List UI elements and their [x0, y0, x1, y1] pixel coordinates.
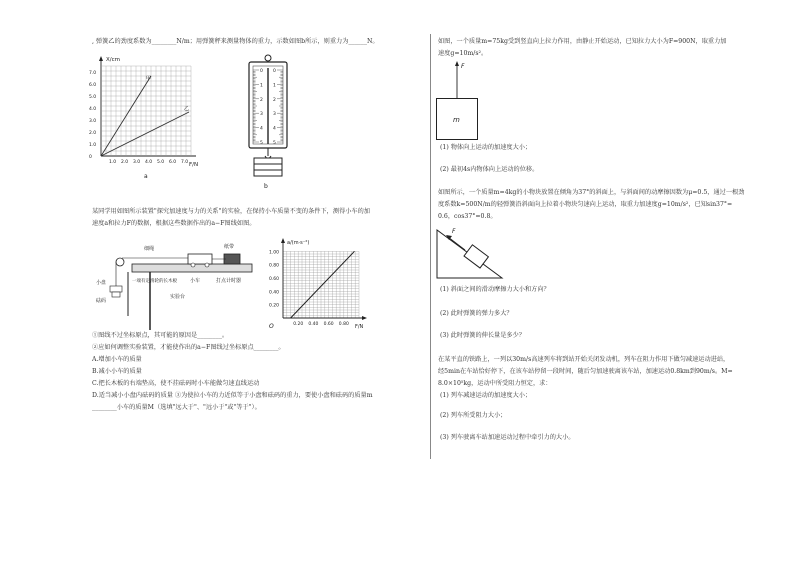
p1-line2: 速度g=10m/s²。 [438, 50, 488, 57]
p1-q2: (2) 最初4s内物体向上运动的位移。 [440, 166, 539, 173]
p3-line3: 8.0×10⁵kg，运动中所受阻力恒定，求： [438, 380, 552, 387]
p2-q2: (2) 此时弹簧的弹力多大？ [440, 310, 513, 317]
experiment-intro-2: 速度a和拉力F的数据，根据这些数据作出的a−F图线如图。 [92, 220, 256, 227]
p2-line3: 0.6，cos37°=0.8。 [438, 213, 497, 220]
af-ytick: 1.00 [269, 250, 280, 256]
fig-b-tick: 1 [260, 83, 263, 89]
incline-diagram [436, 224, 506, 280]
af-origin: O [269, 323, 274, 330]
experiment-intro-1: 某同学用如图所示装置"探究加速度与力的关系"的实验，在保持小车质量不变的条件下，测得小车的加 [92, 208, 370, 215]
fig-a-ytick: 4.0 [89, 107, 97, 112]
fig-a-ytick: 0 [89, 155, 92, 160]
af-xtick: 0.60 [323, 322, 334, 327]
label-timer: 打点计时器 [216, 278, 242, 284]
p1-force-label: F [461, 63, 465, 70]
af-xtick: 0.80 [338, 322, 349, 327]
line-yi-label: 乙 [184, 106, 190, 112]
fig-a-ytick: 1.0 [89, 143, 97, 148]
af-xtick: 0.40 [308, 322, 319, 327]
option-c: C.把长木板的右端垫高，使不挂砝码时小车能做匀速直线运动 [92, 380, 260, 387]
fig-a-xtick: 1.0 [109, 160, 117, 165]
af-ytick: 0.60 [269, 277, 280, 282]
figure-a-spring-graph [86, 52, 206, 180]
af-ytick: 0.40 [269, 290, 280, 296]
fig-b-tick: 3 [273, 112, 276, 118]
option-d-cont: ________小车的质量M（选填"远大于"、"远小于"或"等于"）。 [92, 404, 261, 411]
p3-q1: (1) 列车减速运动的加速度大小； [440, 392, 532, 399]
p2-line1: 如图所示，一个质量m=4kg的小物块放置在倾角为37°的斜面上，与斜面间的动摩擦因数为μ=0.5，通过一根劲 [438, 189, 745, 196]
fig-b-tick: 2 [273, 97, 276, 103]
fig-a-xlabel: F/N [189, 162, 199, 168]
fig-b-tick: 0 [260, 69, 263, 74]
fig-a-xtick: 6.0 [169, 160, 177, 165]
label-rope: 细绳 [144, 246, 155, 252]
af-xtick: 0.20 [293, 322, 304, 327]
apparatus-diagram [92, 238, 262, 330]
spring-question: , 弹簧乙的劲度系数为________N/m；用弹簧秤来测量物体的重力，示数如图b所示，则重力为______N。 [92, 38, 379, 45]
label-cart: 小车 [190, 278, 201, 284]
line-yi [101, 112, 189, 156]
fig-a-ytick: 6.0 [89, 83, 97, 88]
fig-b-tick: 4 [273, 126, 276, 132]
p3-line1: 在某平直的铁路上，一列以30m/s高速列车将到站开始关闭发动机，列车在阻力作用下做匀减速运动进站， [438, 356, 730, 363]
column-divider [430, 34, 431, 459]
p2-line2: 度系数k=500N/m的轻弹簧沿斜面向上拉着小物块匀速向上运动，取重力加速度g=10m/s²，已知sin37°= [438, 201, 733, 208]
label-board: 一端有定滑轮的长木板 [132, 279, 177, 284]
label-bench: 实验台 [170, 294, 186, 300]
fig-a-xtick: 3.0 [133, 160, 141, 165]
fig-a-caption: a [144, 173, 148, 180]
fig-b-tick: 5 [273, 141, 276, 146]
fig-a-xtick: 7.0 [181, 160, 189, 165]
option-d: D.适当减小小盘内砝码的质量 ③为使拉小车的力近似等于小盘和砝码的重力，要使小盘和砝码的质量m [92, 392, 373, 399]
af-series-line [291, 251, 355, 318]
fig-b-tick: 3 [260, 112, 263, 118]
fig-a-ylabel: X/cm [106, 57, 121, 63]
p1-mass-label: m [453, 116, 460, 124]
option-a: A.增加小车的质量 [92, 356, 142, 363]
p1-q1: (1) 物体向上运动的加速度大小； [440, 144, 532, 151]
fig-a-ytick: 2.0 [89, 131, 97, 136]
af-ylabel: a/(m·s⁻²) [287, 240, 310, 246]
af-ytick: 0.80 [269, 263, 280, 269]
q2-text: ②应如何调整实验装置，才能使作出的a−F图线过坐标原点________。 [92, 344, 285, 351]
label-weights: 砝码 [96, 298, 107, 304]
fig-a-ytick: 7.0 [89, 71, 97, 76]
fig-a-ytick: 5.0 [89, 95, 97, 100]
fig-a-xtick: 2.0 [121, 160, 129, 165]
option-b: B.减小小车的质量 [92, 368, 142, 375]
fig-a-ytick: 3.0 [89, 119, 97, 124]
fig-a-xtick: 5.0 [157, 160, 165, 165]
fig-a-xtick: 4.0 [145, 160, 153, 165]
p3-q3: (3) 列车驶离车站加速运动过程中牵引力的大小。 [440, 434, 575, 441]
af-xlabel: F/N [355, 324, 364, 330]
label-tray: 小盘 [96, 280, 107, 286]
figure-b-spring-scale [240, 52, 300, 192]
fig-b-tick: 1 [273, 83, 276, 89]
p2-force-label: F [452, 228, 456, 235]
af-y-arrow [281, 238, 285, 243]
line-jia-label: 甲 [146, 76, 152, 82]
p2-q1: (1) 斜面之间的滑动摩擦力大小和方向？ [440, 286, 550, 293]
p1-line1: 如图，一个质量m=75kg受到竖直向上拉力作用，由静止开始运动，已知拉力大小为F=900N，取重力加 [438, 38, 727, 45]
af-ytick: 0.20 [269, 303, 280, 309]
af-x-arrow [362, 316, 367, 320]
fig-b-tick: 5 [260, 141, 263, 146]
p3-line2: 经5min在车站恰好停下，在该车站停留一段时间，随后匀加速驶离该车站，加速运动0.8km到90m/s。M= [438, 368, 733, 375]
label-tape: 纸带 [224, 244, 235, 250]
fig-b-caption: b [264, 183, 268, 190]
fig-b-tick: 4 [260, 126, 263, 132]
fig-b-tick: 2 [260, 97, 263, 103]
fig-b-tick: 0 [273, 69, 276, 74]
p2-q3: (3) 此时弹簧的伸长量是多少？ [440, 332, 525, 339]
mass-label-svg [436, 98, 478, 140]
q1-text: ①图线不过坐标原点，其可能的原因是________。 [92, 332, 229, 339]
a-f-chart [265, 236, 369, 332]
p3-q2: (2) 列车所受阻力大小； [440, 412, 507, 419]
